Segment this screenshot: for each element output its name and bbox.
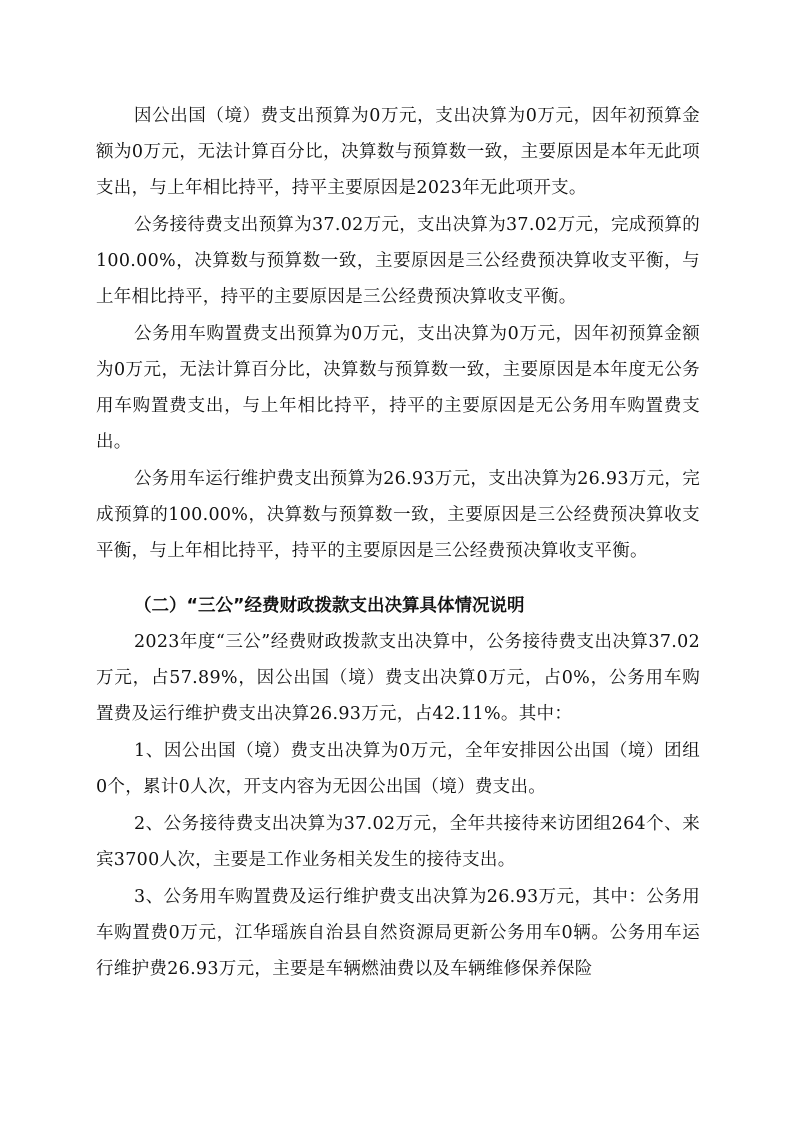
paragraph-item-1: 1、因公出国（境）费支出决算为0万元，全年安排因公出国（境）团组0个，累计0人次，开支内容为无因公出国（境）费支出。 — [96, 741, 700, 797]
paragraph-reception: 公务接待费支出预算为37.02万元，支出决算为37.02万元，完成预算的100.00%，决算数与预算数一致，主要原因是三公经费预决算收支平衡，与上年相比持平，持平的主要原因是三公经费预决算收支平衡。 — [96, 215, 700, 307]
paragraph-summary: 2023年度“三公”经费财政拨款支出决算中，公务接待费支出决算37.02万元，占57.89%，因公出国（境）费支出决算0万元，占0%，公务用车购置费及运行维护费支出决算26.93万元，占42.11%。其中： — [96, 632, 700, 724]
paragraph-item-3: 3、公务用车购置费及运行维护费支出决算为26.93万元，其中：公务用车购置费0万元，江华瑶族自治县自然资源局更新公务用车0辆。公务用车运行维护费26.93万元，主要是车辆燃油费以及车辆维修保养保险 — [96, 887, 700, 979]
paragraph-vehicle-maintenance: 公务用车运行维护费支出预算为26.93万元，支出决算为26.93万元，完成预算的100.00%，决算数与预算数一致，主要原因是三公经费预决算收支平衡，与上年相比持平，持平的主要原因是三公经费预决算收支平衡。 — [96, 469, 700, 561]
paragraph-overseas-travel: 因公出国（境）费支出预算为0万元，支出决算为0万元，因年初预算金额为0万元，无法计算百分比，决算数与预算数一致，主要原因是本年无此项支出，与上年相比持平，持平主要原因是2023年无此项开支。 — [96, 106, 700, 198]
paragraph-vehicle-purchase: 公务用车购置费支出预算为0万元，支出决算为0万元，因年初预算金额为0万元，无法计算百分比，决算数与预算数一致，主要原因是本年度无公务用车购置费支出，与上年相比持平，持平的主要原因是无公务用车购置费支出。 — [96, 324, 700, 452]
section-heading: （二）“三公”经费财政拨款支出决算具体情况说明 — [134, 596, 525, 616]
paragraph-item-2: 2、公务接待费支出决算为37.02万元，全年共接待来访团组264个、来宾3700人次，主要是工作业务相关发生的接待支出。 — [96, 814, 700, 870]
